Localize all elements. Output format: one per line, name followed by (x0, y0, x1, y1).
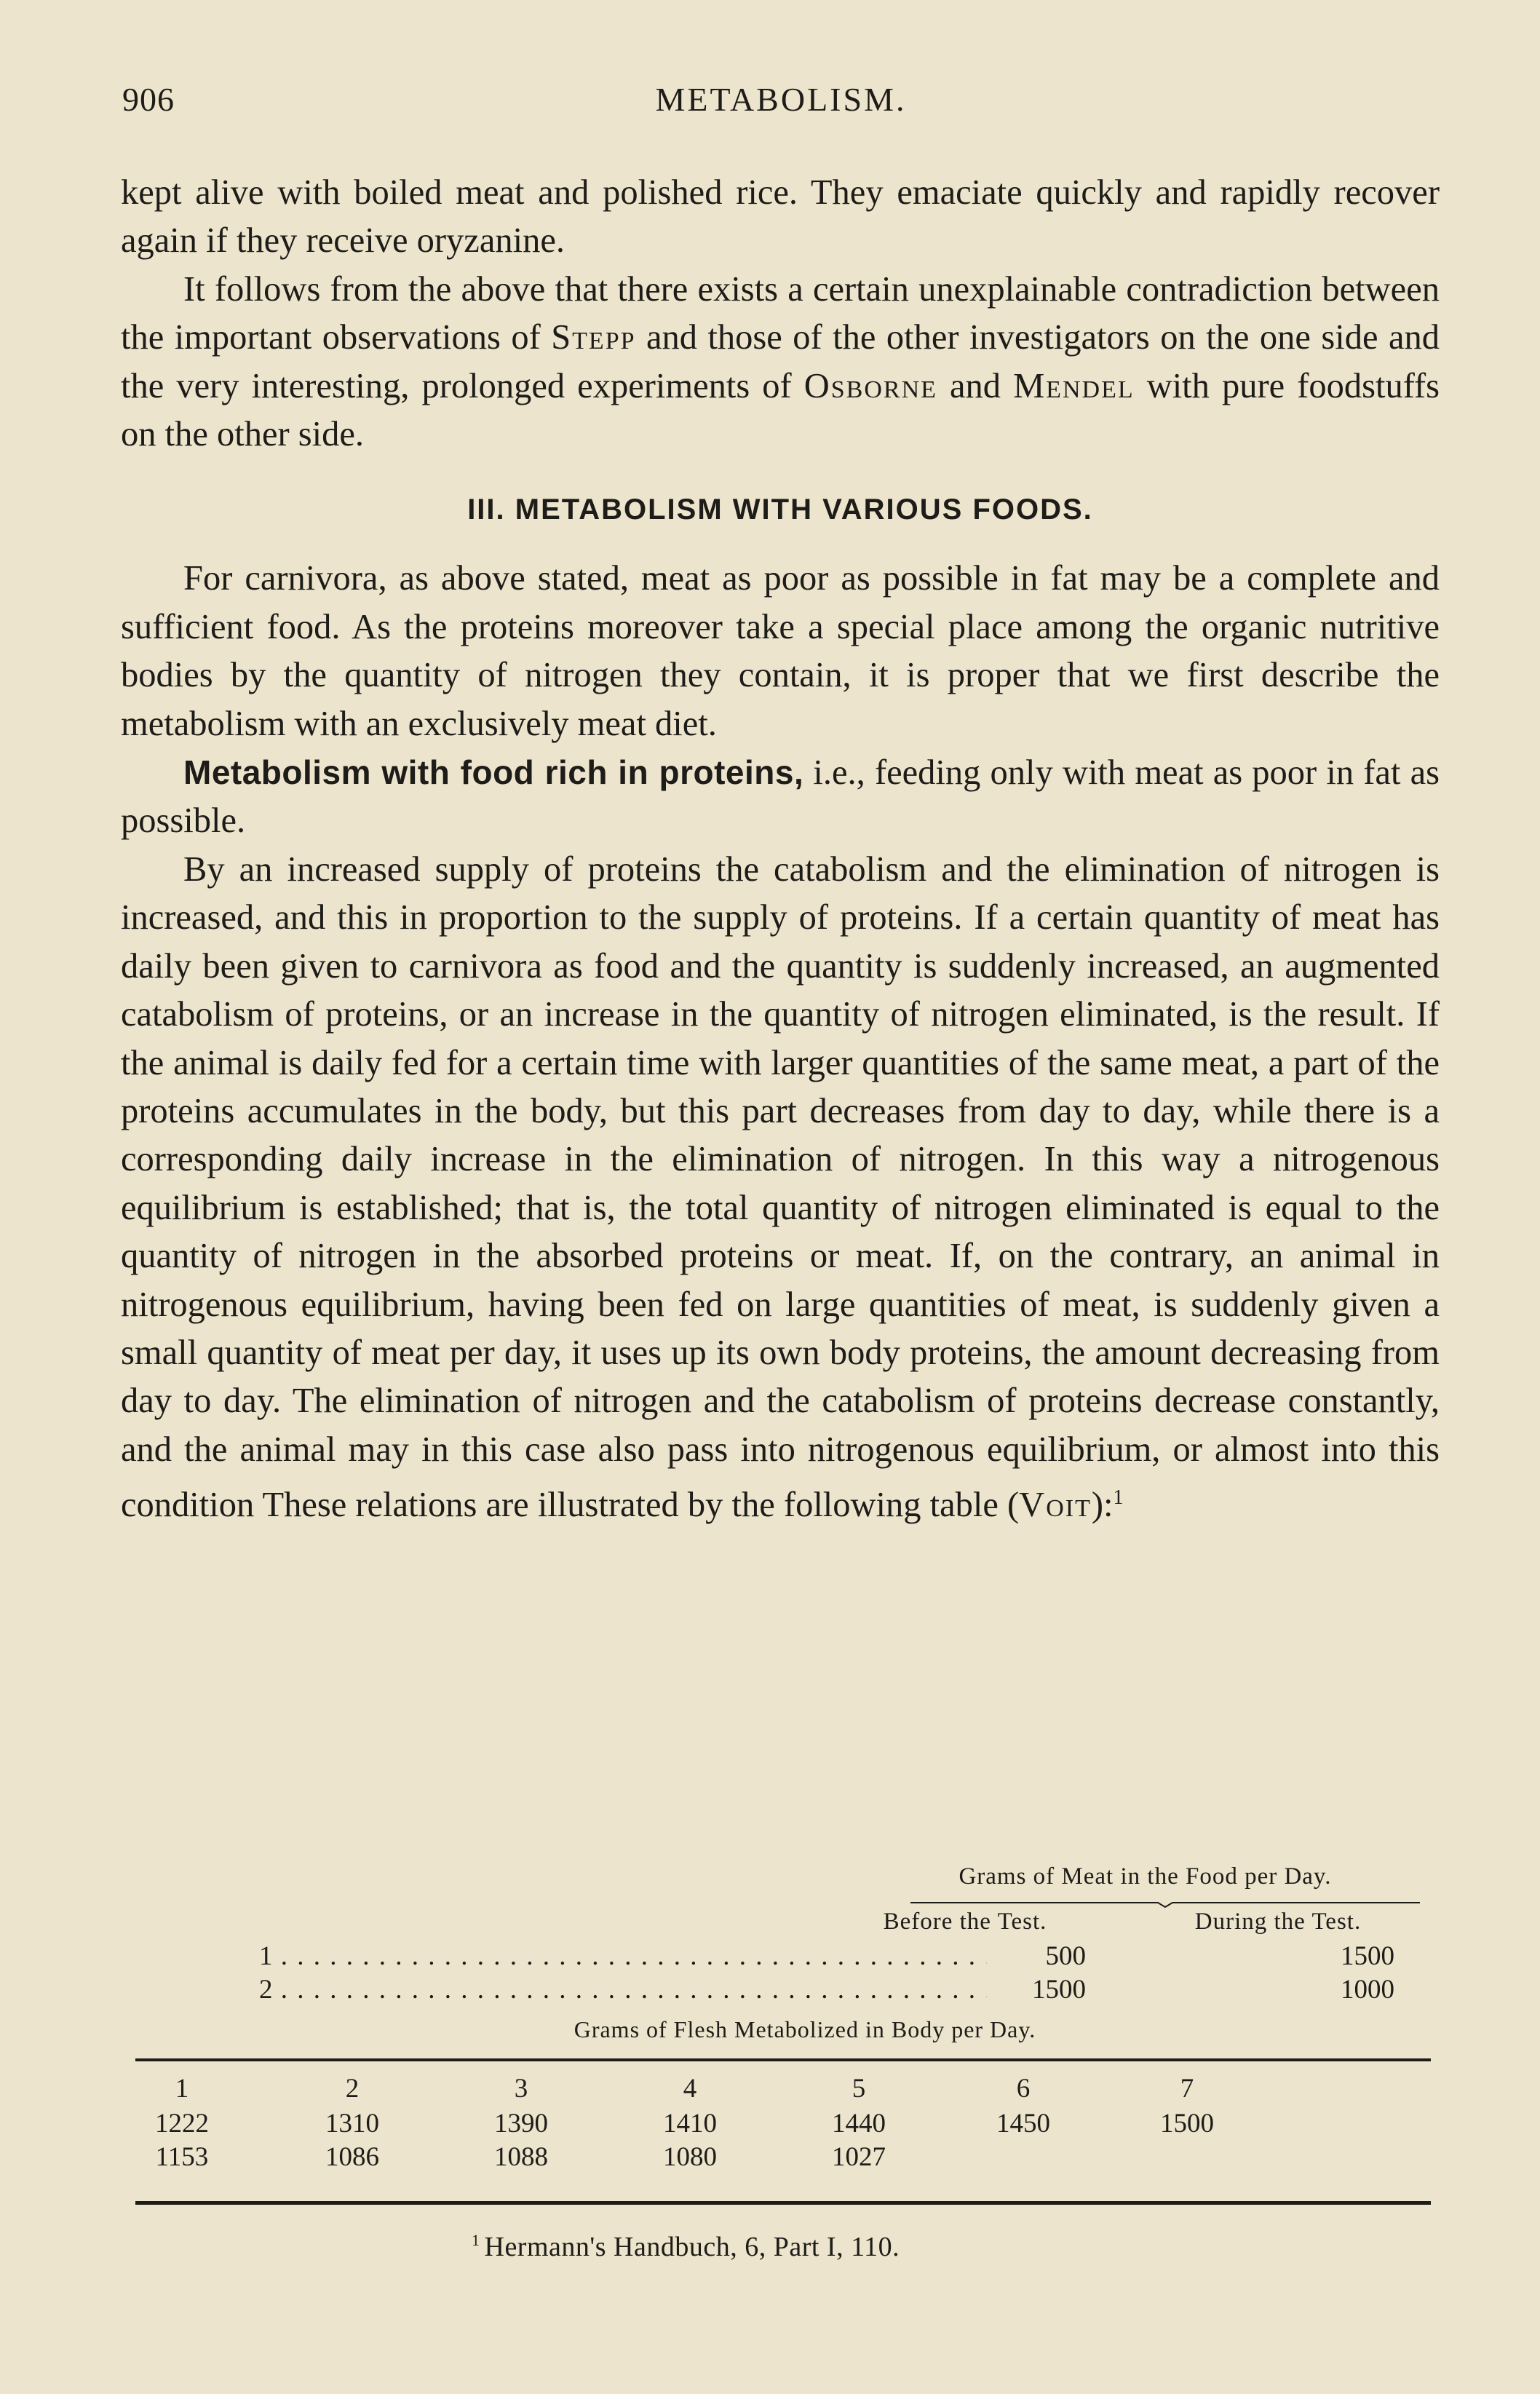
table-cell: 1086 (325, 2142, 379, 2172)
section-paragraph-2 (121, 748, 1440, 846)
page-header (122, 80, 1440, 131)
row-label: 1 . . . (259, 1941, 991, 1971)
flesh-metabolized-table (121, 2058, 1440, 2211)
during-value: 1000 (1341, 1975, 1394, 2005)
before-value: 500 (987, 1941, 1086, 1972)
meat-intake-table (121, 1863, 1438, 2053)
text-run: and those of the other investigators on the one side and the very interesting, prolonged experiments of (121, 318, 1440, 405)
day-header: 3 (514, 2074, 528, 2104)
table-cell: 1222 (155, 2109, 209, 2139)
table-cell: 1027 (832, 2142, 886, 2172)
author-name-voit: Voit (1019, 1486, 1092, 1525)
table-rule-bottom (135, 2201, 1431, 2205)
row-label-leader (259, 1941, 991, 1972)
footnote-mark: 1 (472, 2231, 480, 2249)
column-header-before: Before the Test. (883, 1909, 1047, 1935)
table-cell: 1088 (494, 2142, 548, 2172)
row-label-leader (259, 1974, 991, 2005)
text-run: It follows from the above that there exists a certain unexplainable contradiction between the important observations of (121, 269, 1440, 357)
section-paragraph-1: For carnivora, as above stated, meat as poor as possible in fat may be a complete and sufficient food. As the proteins moreover take a special place among the organic nutritive bodies by the quantity of nitrogen they contain, it is proper that we first describe the metabolism with an exclusively meat diet. (121, 559, 1440, 743)
day-header: 2 (345, 2074, 360, 2104)
body-text (121, 169, 1440, 1530)
column-header-during: During the Test. (1194, 1909, 1362, 1935)
text-run: with pure foodstuffs on the other side. (121, 366, 1440, 454)
author-name-stepp: Stepp (551, 318, 636, 357)
table-cell: 1153 (155, 2142, 209, 2172)
author-name-mendel: Mendel (1013, 366, 1135, 405)
during-value: 1500 (1341, 1941, 1394, 1971)
table-cell: 1440 (832, 2109, 886, 2139)
intro-paragraph-2 (121, 266, 1440, 459)
before-value: 1500 (987, 1974, 1086, 2005)
footnote-reference: 1 (1113, 1486, 1124, 1510)
table-cell: 1410 (663, 2109, 717, 2139)
text-run: and (937, 366, 1014, 405)
text-run: i.e., feeding only with meat as poor in fat as possible. (121, 753, 1440, 841)
text-run: ): (1091, 1486, 1114, 1525)
day-header: 7 (1180, 2074, 1194, 2104)
day-header: 1 (175, 2074, 189, 2104)
day-header: 5 (852, 2074, 866, 2104)
table-cell: 1310 (325, 2109, 379, 2139)
table-cell: 1390 (494, 2109, 548, 2139)
table-row (121, 1941, 1438, 1977)
section-paragraph-3 (121, 846, 1440, 1530)
footnote (472, 2231, 900, 2263)
table-caption: Grams of Meat in the Food per Day. (958, 1863, 1332, 1890)
text-run: By an increased supply of proteins the catabolism and the elimination of nitrogen is increased, and this in proportion to the supply of proteins. If a certain quantity of meat has daily been given to carnivora as food and the quantity is suddenly increased, an augmented catabolism of proteins, or an increase in the quantity of nitrogen eliminated, is the result. If the animal is daily fed for a certain time with larger quantities of the same meat, a part of the proteins accumulates in the body, but this part decreases from day to day, while there is a corresponding daily increase in the elimination of nitrogen. In this way a nitrogenous equilibrium is established; that is, the total quantity of nitrogen eliminated is equal to the quantity of nitrogen in the absorbed proteins or meat. If, on the contrary, an animal in nitrogenous equilibrium, having been fed on large quantities of meat, is suddenly given a small quantity of meat per day, it uses up its own body proteins, the amount decreasing from day to day. The elimination of nitrogen and the catabolism of proteins decrease constantly, and the animal may in this case also pass into nitrogenous equilibrium, or almost into this condition These relations are illustrated by the following table ( (121, 849, 1440, 1525)
table-rule-top (135, 2058, 1431, 2061)
footnote-text: Hermann's Handbuch, 6, Part I, 110. (484, 2232, 900, 2262)
table-cell: 1080 (663, 2142, 717, 2172)
page-number: 906 (122, 81, 175, 118)
day-header: 4 (683, 2074, 697, 2104)
day-header: 6 (1016, 2074, 1031, 2104)
section-heading: III. METABOLISM WITH VARIOUS FOODS. (467, 494, 1093, 526)
row-label: 2 . . . (259, 1975, 991, 2005)
table-row (121, 1974, 1438, 2010)
running-head: METABOLISM. (655, 81, 907, 118)
intro-paragraph-1: kept alive with boiled meat and polished rice. They emaciate quickly and rapidly recover again if they receive oryzanine. (121, 173, 1440, 261)
caption-brace (910, 1902, 1420, 1908)
author-name-osborne: Osborne (803, 366, 937, 405)
bold-term: Metabolism with food rich in proteins, (183, 753, 804, 792)
table-subcaption: Grams of Flesh Metabolized in Body per Day. (573, 2016, 1036, 2042)
table-cell: 1500 (1160, 2109, 1214, 2139)
table-cell: 1450 (996, 2109, 1050, 2139)
